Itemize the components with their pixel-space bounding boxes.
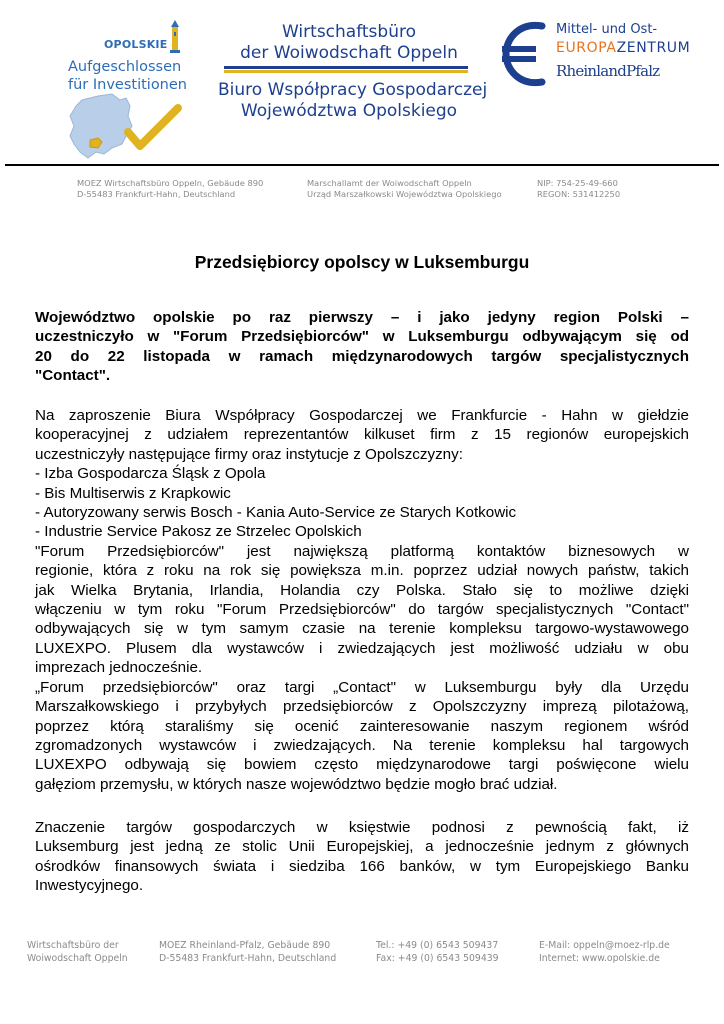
text-line: uczestniczyły następujące firmy oraz instytucje z Opolszczyzny: bbox=[35, 445, 463, 463]
footer-col-3 bbox=[376, 939, 499, 965]
logo-right-line-2 bbox=[556, 40, 690, 56]
list-item: - Autoryzowany serwis Bosch - Kania Auto-Service ze Starych Kotkowic bbox=[35, 504, 517, 522]
address-line: REGON: 531412250 bbox=[537, 189, 621, 199]
footer-line: Woiwodschaft Oppeln bbox=[27, 953, 128, 964]
logo-divider bbox=[224, 66, 468, 74]
footer-email: E-Mail: oppeln@moez-rlp.de bbox=[539, 940, 670, 951]
logo-center-line-2: der Woiwodschaft Oppeln bbox=[240, 43, 458, 63]
text-line: Znaczenie targów gospodarczych w księstwie podnosi z pewnością fakt, iż bbox=[35, 819, 689, 836]
footer-line: MOEZ Rheinland-Pfalz, Gebäude 890 bbox=[159, 940, 331, 951]
footer-col-1 bbox=[27, 939, 128, 965]
footer-line: D-55483 Frankfurt-Hahn, Deutschland bbox=[159, 953, 337, 964]
text-line: zgromadzonych wystawców i zwiedzających. Na terenie kompleksu hal targowych bbox=[35, 736, 689, 754]
lead-paragraph bbox=[35, 308, 689, 386]
body-paragraph bbox=[35, 406, 689, 794]
moez-logo bbox=[500, 18, 700, 108]
address-line: D-55483 Frankfurt-Hahn, Deutschland bbox=[77, 189, 236, 199]
poland-map-checkmark-icon bbox=[60, 92, 200, 162]
footer-phone: Tel.: +49 (0) 6543 509437 bbox=[376, 940, 499, 951]
text-line: jak Wielka Brytania, Irlandia, Holandia czy Polska. Stało się to możliwe dzięki bbox=[35, 581, 689, 599]
address-col-3 bbox=[537, 178, 620, 200]
text-line: Inwestycyjnego. bbox=[35, 877, 144, 895]
address-line: Marschallamt der Woiwodschaft Oppeln bbox=[307, 178, 472, 188]
address-line: NIP: 754-25-49-660 bbox=[537, 178, 618, 188]
wirtschaftsbuero-logo bbox=[218, 18, 488, 126]
closing-paragraph bbox=[35, 818, 689, 896]
logo-center-line-1: Wirtschaftsbüro bbox=[282, 22, 416, 42]
text-line: poprzez którą staraliśmy się ocenić zainteresowanie naszym regionem wśród bbox=[35, 717, 689, 735]
text-line: imprezach jednocześnie. bbox=[35, 659, 203, 677]
text-line: odbywających się w tym samym czasie na terenie kompleksu targowo-wystawowego bbox=[35, 620, 689, 638]
footer-col-2 bbox=[159, 939, 336, 965]
list-item: - Bis Multiserwis z Krapkowic bbox=[35, 484, 231, 502]
logo-center-line-3: Biuro Współpracy Gospodarczej bbox=[218, 80, 488, 100]
text-line: 20 do 22 listopada w ramach międzynarodowych targów specjalistycznych bbox=[35, 347, 689, 365]
address-line: MOEZ Wirtschaftsbüro Oppeln, Gebäude 890 bbox=[77, 178, 264, 188]
text-line: regionie, która z roku na rok się powiększa m.in. poprzez udział nowych państw, takich bbox=[35, 562, 689, 580]
tagline-line-2: für Investitionen bbox=[68, 77, 187, 93]
text-line: Województwo opolskie po raz pierwszy – i jako jedyny region Polski – bbox=[35, 309, 689, 326]
footer-website: Internet: www.opolskie.de bbox=[539, 953, 660, 964]
logo-europa: EUROPA bbox=[556, 40, 617, 56]
text-line: kooperacyjnej z udziałem reprezentantów kilkuset firm z 15 regionów europejskich bbox=[35, 426, 689, 444]
text-line: ośrodków finansowych świata i siedziba 166 banków, w tym Europejskiego Banku bbox=[35, 857, 689, 875]
text-line: Luksemburg jest jedną ze stolic Unii Europejskiej, a jednocześnie jednym z głównych bbox=[35, 838, 689, 856]
address-col-1 bbox=[77, 178, 263, 200]
list-item: - Industrie Service Pakosz ze Strzelec Opolskich bbox=[35, 523, 362, 541]
address-line: Urząd Marszałkowski Województwa Opolskiego bbox=[307, 189, 502, 199]
logo-zentrum: ZENTRUM bbox=[616, 40, 691, 56]
tower-icon bbox=[168, 20, 182, 54]
list-item: - Izba Gospodarcza Śląsk z Opola bbox=[35, 465, 266, 483]
text-line: "Forum Przedsiębiorców" jest największą platformą kontaktów biznesowych w bbox=[35, 542, 689, 560]
logo-center-line-4: Województwa Opolskiego bbox=[240, 101, 458, 121]
text-line: „Forum przedsiębiorców" oraz targi „Contact" w Luksemburgu były dla Urzędu bbox=[35, 678, 689, 696]
opolskie-brand: OPOLSKIE bbox=[104, 38, 168, 51]
tagline-line-1: Aufgeschlossen bbox=[68, 59, 182, 75]
footer-col-4 bbox=[539, 939, 670, 965]
text-line: włączeniu w tym roku "Forum Przedsiębiorców" do targów specjalistycznych "Contact" bbox=[35, 601, 689, 619]
text-line: uczestniczyło w "Forum Przedsiębiorców" w Luksemburgu odbywającym się od bbox=[35, 328, 689, 346]
text-line: Marszałkowskiego i przybyłych przedsiębiorców z Opolszczyzny imprezą pilotażową, bbox=[35, 698, 689, 716]
text-line: "Contact". bbox=[35, 367, 111, 385]
header-divider bbox=[5, 164, 719, 166]
logo-right-line-1: Mittel- und Ost- bbox=[556, 22, 658, 37]
text-line: gałęziom przemysłu, w których nasze województwo będzie mogło brać udział. bbox=[35, 775, 558, 793]
address-col-2 bbox=[307, 178, 502, 200]
page-title: Przedsiębiorcy opolscy w Luksemburgu bbox=[194, 252, 530, 272]
text-line: LUXEXPO. Plusem dla wystawców i zwiedzających jest możliwość udziału w obu bbox=[35, 639, 689, 657]
text-line: Na zaproszenie Biura Współpracy Gospodarczej we Frankfurcie - Hahn w giełdzie bbox=[35, 407, 689, 424]
euro-sign-icon bbox=[502, 20, 546, 88]
logo-right-line-3: RheinlandPfalz bbox=[556, 62, 660, 80]
footer-line: Wirtschaftsbüro der bbox=[27, 940, 119, 951]
footer-fax: Fax: +49 (0) 6543 509439 bbox=[376, 953, 499, 964]
text-line: LUXEXPO odbywają się bowiem często międzynarodowe targi poświęcone wielu bbox=[35, 756, 689, 774]
opolskie-logo bbox=[60, 20, 200, 155]
